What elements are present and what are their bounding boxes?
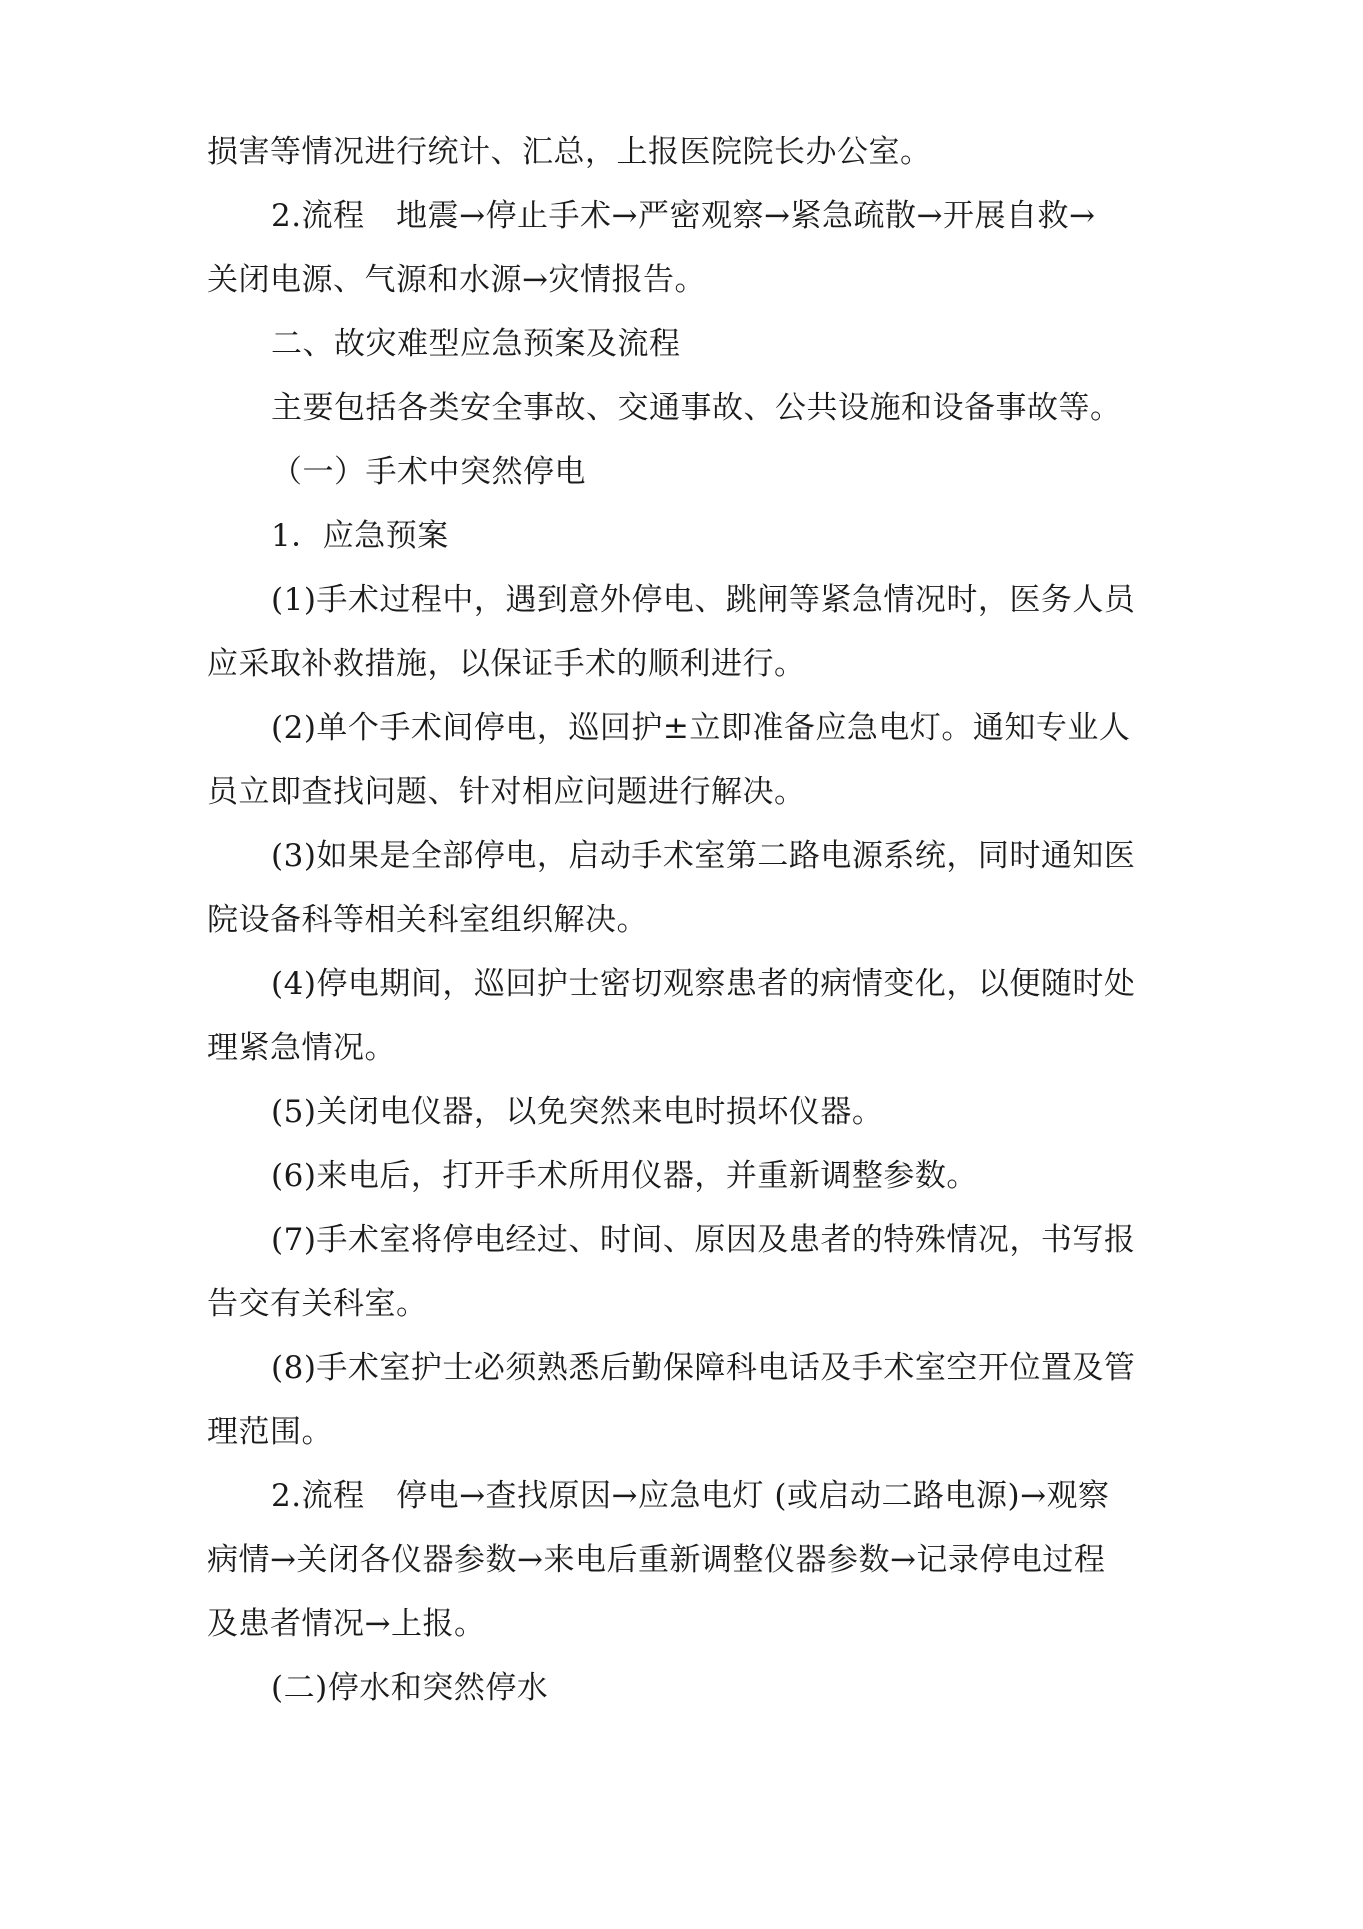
text-line-continuation: 理范围。 <box>207 1414 333 1450</box>
text-line-item-2: (2)单个手术间停电，巡回护±立即准备应急电灯。通知专业人 <box>271 710 1131 746</box>
text-line-continuation: 告交有关科室。 <box>207 1286 428 1322</box>
text-line-continuation: 院设备科等相关科室组织解决。 <box>207 902 648 938</box>
text-line-process-power: 2.流程 停电→查找原因→应急电灯 (或启动二路电源)→观察 <box>271 1478 1110 1514</box>
text-line-item-7: (7)手术室将停电经过、时间、原因及患者的特殊情况，书写报 <box>271 1222 1136 1258</box>
subsection-heading: （一）手术中突然停电 <box>271 454 586 490</box>
text-line-continuation: 损害等情况进行统计、汇总，上报医院院长办公室。 <box>207 134 932 170</box>
text-line-item-8: (8)手术室护士必须熟悉后勤保障科电话及手术室空开位置及管 <box>271 1350 1136 1386</box>
text-line-continuation: 病情→关闭各仪器参数→来电后重新调整仪器参数→记录停电过程 <box>207 1542 1106 1578</box>
text-line-continuation: 理紧急情况。 <box>207 1030 396 1066</box>
item-heading: 1．应急预案 <box>271 518 449 554</box>
text-line-item-4: (4)停电期间，巡回护士密切观察患者的病情变化，以便随时处 <box>271 966 1136 1002</box>
text-line-item-3: (3)如果是全部停电，启动手术室第二路电源系统，同时通知医 <box>271 838 1136 874</box>
text-line-item-1: (1)手术过程中，遇到意外停电、跳闸等紧急情况时，医务人员 <box>271 582 1136 618</box>
text-line-continuation: 员立即查找问题、针对相应问题进行解决。 <box>207 774 806 810</box>
text-line-continuation: 关闭电源、气源和水源→灾情报告。 <box>207 262 706 298</box>
section-heading: 二、故灾难型应急预案及流程 <box>271 326 681 362</box>
text-line-item-5: (5)关闭电仪器，以免突然来电时损坏仪器。 <box>271 1094 884 1130</box>
text-line-summary: 主要包括各类安全事故、交通事故、公共设施和设备事故等。 <box>271 390 1122 426</box>
text-line-continuation: 及患者情况→上报。 <box>207 1606 486 1642</box>
subsection-heading: (二)停水和突然停水 <box>271 1670 549 1706</box>
text-line-continuation: 应采取补救措施，以保证手术的顺利进行。 <box>207 646 806 682</box>
document-body <box>207 120 1159 1720</box>
text-line-process-earthquake: 2.流程 地震→停止手术→严密观察→紧急疏散→开展自救→ <box>271 198 1096 234</box>
text-line-item-6: (6)来电后，打开手术所用仪器，并重新调整参数。 <box>271 1158 978 1194</box>
